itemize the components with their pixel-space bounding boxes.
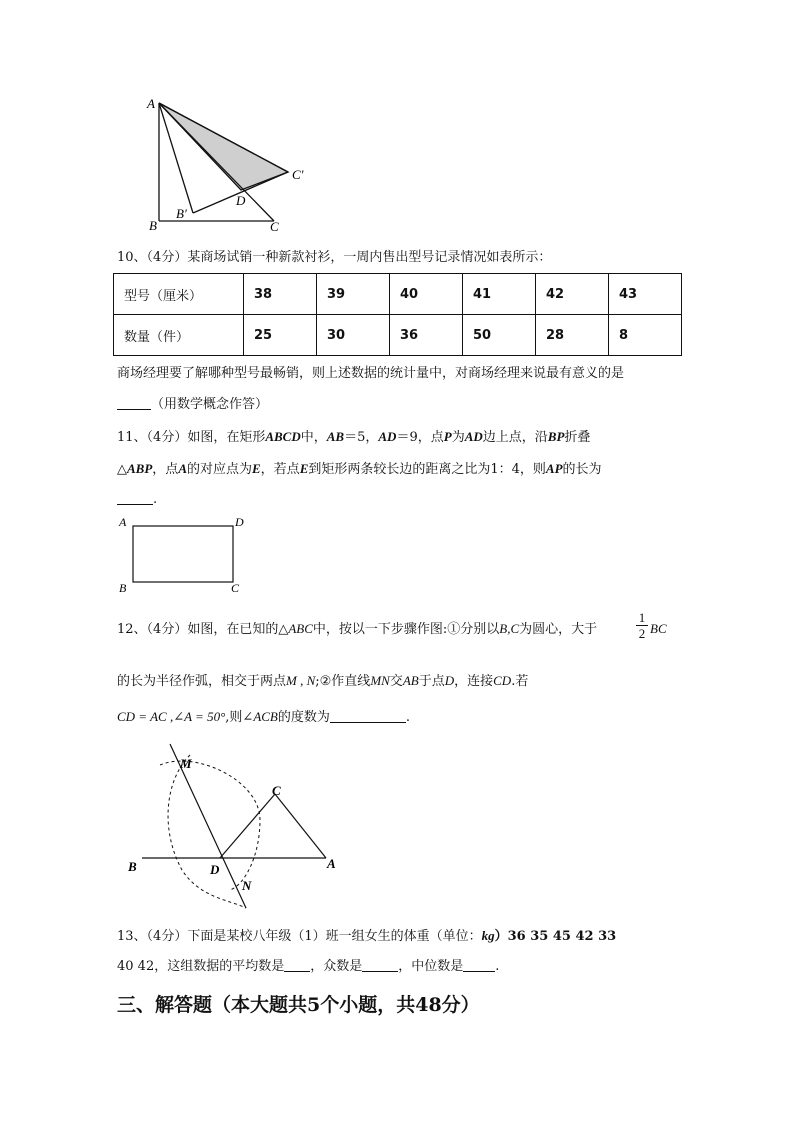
q12-line2: 的长为半径作弧，相交于两点M , N;②作直线MN交AB于点D，连接CD.若: [117, 673, 529, 689]
answer-blank[interactable]: [362, 959, 398, 972]
label-N: N: [242, 878, 252, 893]
label-D: D: [210, 862, 220, 877]
q10-table: [113, 273, 682, 356]
answer-blank[interactable]: [117, 397, 151, 410]
label-A: A: [327, 856, 336, 871]
table-cell: 41: [463, 274, 536, 315]
q11-line3: .: [117, 491, 157, 509]
rectangle-figure: [115, 512, 250, 594]
q12-line1: 12、（4分）如图，在已知的△ABC中，按以一下步骤作图:①分别以B,C为圆心，大于: [117, 621, 598, 637]
table-cell: 30: [317, 315, 390, 356]
answer-blank[interactable]: [117, 492, 153, 505]
label-B-prime: B′: [176, 206, 187, 221]
table-cell: 25: [244, 315, 317, 356]
label-C: C: [272, 783, 281, 798]
table-header-size: 型号（厘米）: [114, 274, 244, 315]
q10-question: 商场经理要了解哪种型号最畅销，则上述数据的统计量中，对商场经理来说最有意义的是: [117, 366, 625, 381]
table-cell: 50: [463, 315, 536, 356]
label-B: B: [149, 218, 157, 233]
answer-blank[interactable]: [463, 959, 495, 972]
answer-blank[interactable]: [330, 710, 406, 723]
label-C: C: [270, 219, 279, 234]
answer-blank[interactable]: [284, 959, 310, 972]
q11-line2: △ABP，点A的对应点为E，若点E到矩形两条较长边的距离之比为1：4，则AP的长为: [117, 461, 602, 477]
q10-answer-line: （用数学概念作答）: [117, 396, 268, 414]
section-title: 三、解答题（本大题共5个小题，共48分）: [117, 994, 480, 1016]
table-cell: 39: [317, 274, 390, 315]
label-A: A: [119, 515, 127, 529]
table-row: [114, 274, 682, 315]
q11-line1: 11、（4分）如图，在矩形ABCD中，AB＝5，AD＝9，点P为AD边上点，沿BP折叠: [117, 429, 591, 445]
table-cell: 40: [390, 274, 463, 315]
label-D: D: [235, 515, 244, 529]
label-C: C: [231, 581, 240, 594]
q13-line2: 40 42，这组数据的平均数是 ，众数是 ，中位数是 .: [117, 959, 500, 974]
label-B: B: [119, 581, 127, 594]
table-cell: 8: [609, 315, 682, 356]
q12-fraction: 1 2: [636, 610, 648, 641]
table-cell: 36: [390, 315, 463, 356]
label-M: M: [180, 756, 192, 771]
label-C-prime: C′: [292, 167, 304, 182]
q13-line1: 13、（4分）下面是某校八年级（1）班一组女生的体重（单位：kg）36 35 45 42 33: [117, 928, 617, 944]
q10-stem: 10、（4分）某商场试销一种新款衬衫，一周内售出型号记录情况如表所示：: [117, 250, 552, 265]
label-A: A: [147, 96, 155, 111]
table-row: [114, 315, 682, 356]
construction-figure: [120, 740, 350, 915]
fold-triangle-figure: [140, 92, 320, 237]
q12-bc: BC: [650, 621, 667, 636]
table-cell: 43: [609, 274, 682, 315]
shaded-triangle: [159, 103, 288, 190]
label-B: B: [128, 859, 137, 874]
table-header-count: 数量（件）: [114, 315, 244, 356]
table-cell: 28: [536, 315, 609, 356]
table-cell: 38: [244, 274, 317, 315]
table-cell: 42: [536, 274, 609, 315]
q12-line3: CD = AC ,∠A = 50°,则∠ACB的度数为 .: [117, 709, 411, 725]
label-D: D: [236, 193, 246, 208]
